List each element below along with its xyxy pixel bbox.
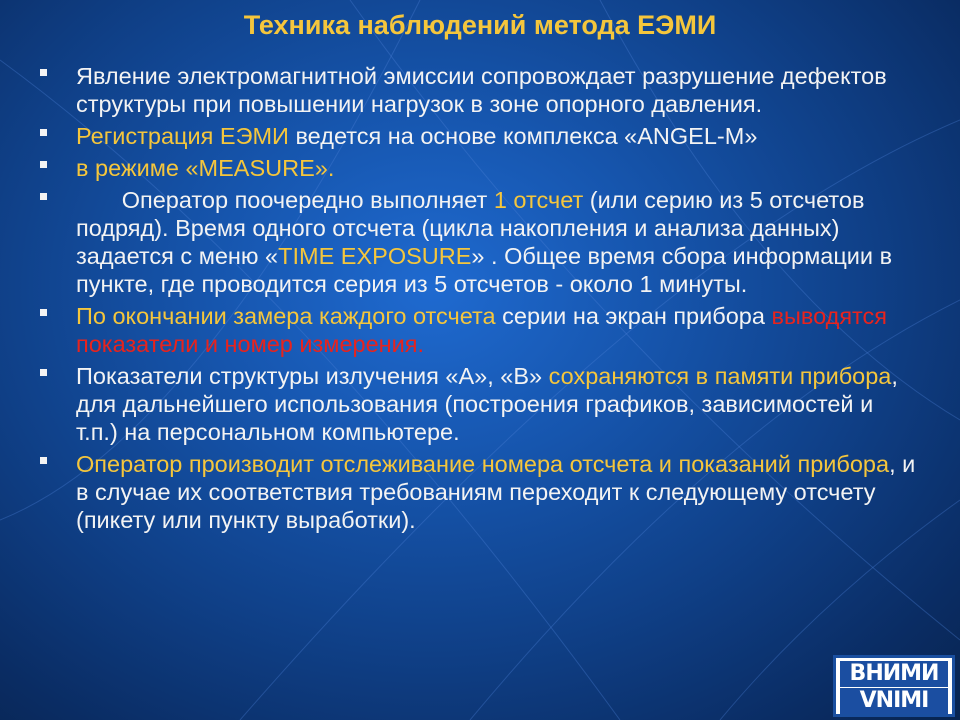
highlight-text: сохраняются в памяти прибора [548, 363, 892, 389]
logo-text-top: ВНИМИ [840, 661, 948, 687]
bullet-square-icon [40, 69, 47, 76]
bullet-text: » . Общее время сбора информации в пункте, где проводится серия из 5 отсчетов - около 1 минуты. [76, 243, 893, 297]
alert-text: выводятся показатели и номер измерения. [76, 303, 888, 357]
bullet-list [38, 62, 918, 538]
bullet-square-icon [40, 457, 47, 464]
bullet-item-7 [38, 450, 918, 534]
bullet-text: серии на экран прибора [495, 303, 772, 329]
bullet-item-6 [38, 362, 918, 446]
bullet-item-5 [38, 302, 918, 358]
bullet-square-icon [40, 309, 47, 316]
highlight-text: По окончании замера каждого отсчета [76, 303, 496, 329]
bullet-text: Показатели структуры излучения «A», «B» [76, 363, 549, 389]
highlight-text: Оператор производит отслеживание номера отсчета и показаний прибора [76, 451, 890, 477]
bullet-item-3 [38, 154, 918, 182]
bullet-square-icon [40, 129, 47, 136]
bullet-square-icon [40, 161, 47, 168]
highlight-text: 1 отсчет [493, 187, 584, 213]
logo-text-bottom: VNIMI [840, 688, 948, 714]
bullet-text: , для дальнейшего использования (построения графиков, зависимостей и т.п.) на персональном компьютере. [76, 363, 898, 445]
bullet-item-4 [38, 186, 918, 298]
bullet-text: (или серию из 5 отсчетов подряд). Время одного отсчета (цикла накопления и анализа данных) задается с меню « [76, 187, 865, 269]
slide-title: Техника наблюдений метода ЕЭМИ [243, 10, 717, 40]
bullet-square-icon [40, 369, 47, 376]
vnimi-logo [833, 655, 955, 717]
highlight-text: TIME EXPOSURE [278, 243, 472, 269]
bullet-item-2 [38, 122, 918, 150]
bullet-square-icon [40, 193, 47, 200]
highlight-text: Регистрация ЕЭМИ [76, 123, 289, 149]
highlight-text: в режиме «MEASURE». [76, 155, 335, 181]
bullet-text: ведется на основе комплекса «ANGEL-M» [288, 123, 758, 149]
bullet-text: Явление электромагнитной эмиссии сопровождает разрушение дефектов структуры при повышении нагрузок в зоне опорного давления. [76, 63, 887, 117]
bullet-text: Оператор поочередно выполняет [76, 187, 494, 213]
bullet-item-1 [38, 62, 918, 118]
bullet-text: , и в случае их соответствия требованиям переходит к следующему отсчету (пикету или пункту выработки). [76, 451, 916, 533]
